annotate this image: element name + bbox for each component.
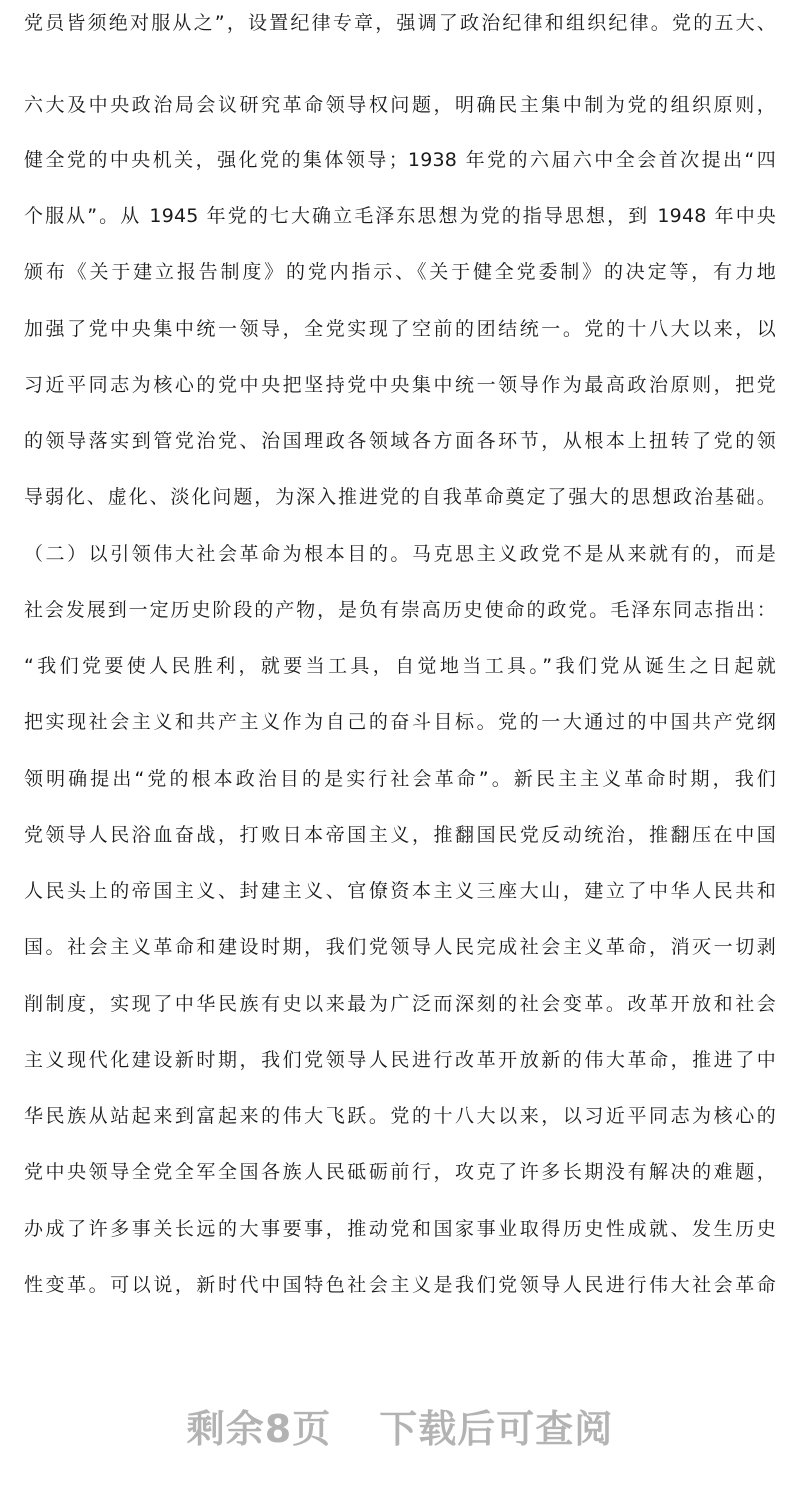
- text-line: 加强了党中央集中统一领导，全党实现了空前的团结统一。党的十八大以来，以: [24, 318, 776, 340]
- text-line: 导弱化、虚化、淡化问题，为深入推进党的自我革命奠定了强大的思想政治基础。: [24, 486, 776, 508]
- text-line: 领明确提出“党的根本政治目的是实行社会革命”。新民主主义革命时期，我们: [24, 768, 776, 790]
- text-line: 颁布《关于建立报告制度》的党内指示、《关于健全党委制》的决定等，有力地: [24, 261, 776, 283]
- text-line: 的领导落实到管党治党、治国理政各领域各方面各环节，从根本上扭转了党的领: [24, 430, 776, 452]
- download-prompt-banner[interactable]: [0, 1395, 800, 1455]
- text-line: 六大及中央政治局会议研究革命领导权问题，明确民主集中制为党的组织原则，: [24, 94, 776, 116]
- text-line: 削制度，实现了中华民族有史以来最为广泛而深刻的社会变革。改革开放和社会: [24, 993, 776, 1015]
- text-line: 人民头上的帝国主义、封建主义、官僚资本主义三座大山，建立了中华人民共和: [24, 880, 776, 902]
- text-line: 党中央领导全党全军全国各族人民砥砺前行，攻克了许多长期没有解决的难题，: [24, 1161, 776, 1183]
- text-line: （二）以引领伟大社会革命为根本目的。马克思主义政党不是从来就有的，而是: [24, 543, 776, 565]
- text-line: 把实现社会主义和共产主义作为自己的奋斗目标。党的一大通过的中国共产党纲: [24, 711, 776, 733]
- text-line: 党领导人民浴血奋战，打败日本帝国主义，推翻国民党反动统治，推翻压在中国: [24, 824, 776, 846]
- text-line: 办成了许多事关长远的大事要事，推动党和国家事业取得历史性成就、发生历史: [24, 1218, 776, 1240]
- text-line: 社会发展到一定历史阶段的产物，是负有崇高历史使命的政党。毛泽东同志指出：: [24, 599, 776, 621]
- text-line: 党员皆须绝对服从之”，设置纪律专章，强调了政治纪律和组织纪律。党的五大、: [24, 12, 776, 34]
- text-line: “我们党要使人民胜利，就要当工具，自觉地当工具。”我们党从诞生之日起就: [24, 655, 776, 677]
- text-line: 个服从”。从 1945 年党的七大确立毛泽东思想为党的指导思想，到 1948 年中央: [24, 205, 776, 227]
- download-to-view-link[interactable]: 下载后可查阅: [379, 1406, 614, 1451]
- text-line: 性变革。可以说，新时代中国特色社会主义是我们党领导人民进行伟大社会革命: [24, 1274, 776, 1296]
- remaining-pages-label[interactable]: 剩余8页: [186, 1406, 332, 1451]
- text-line: 华民族从站起来到富起来的伟大飞跃。党的十八大以来，以习近平同志为核心的: [24, 1105, 776, 1127]
- text-line: 主义现代化建设新时期，我们党领导人民进行改革开放新的伟大革命，推进了中: [24, 1049, 776, 1071]
- text-line: 国。社会主义革命和建设时期，我们党领导人民完成社会主义革命，消灭一切剥: [24, 936, 776, 958]
- text-line: 健全党的中央机关，强化党的集体领导；1938 年党的六届六中全会首次提出“四: [24, 149, 776, 171]
- text-line: 习近平同志为核心的党中央把坚持党中央集中统一领导作为最高政治原则，把党: [24, 374, 776, 396]
